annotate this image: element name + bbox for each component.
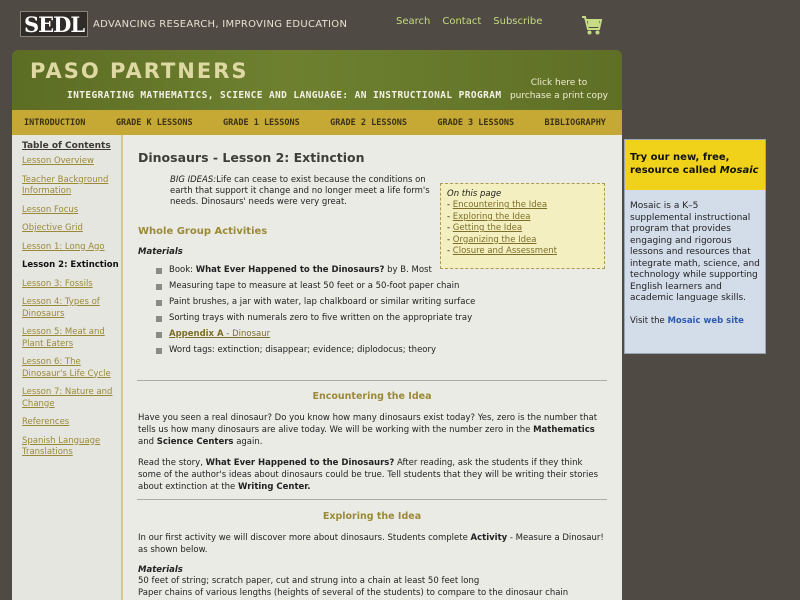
print-link-line2: purchase a print copy — [509, 91, 608, 101]
divider — [137, 380, 607, 381]
promo-visit: Visit the Mosaic web site — [630, 315, 744, 326]
promo-heading: Try our new, free, resource called Mosaic — [625, 140, 765, 190]
exploring-materials-line-2: Paper chains of various lengths (heights of several of the students) to compare to the dinosaur chain — [138, 588, 569, 598]
top-bar — [0, 0, 800, 48]
toc-references[interactable]: References — [22, 417, 70, 427]
top-links — [396, 16, 542, 27]
big-ideas-label: BIG IDEAS: — [170, 175, 217, 185]
big-ideas — [170, 175, 434, 208]
toc-lesson-4[interactable]: Lesson 4: Types of Dinosaurs — [22, 297, 100, 319]
material-item: Sorting trays with numerals zero to five written on the appropriate tray — [155, 313, 485, 325]
whole-group-heading: Whole Group Activities — [138, 226, 268, 237]
exploring-materials-line-1: 50 feet of string; scratch paper, cut and strung into a chain at least 50 feet long — [138, 576, 480, 586]
dinosaur-appendix-link[interactable]: Dinosaur — [232, 329, 271, 339]
material-item: Word tags: extinction; disappear; evidence; diplodocus; theory — [155, 345, 485, 357]
toc-lesson-overview[interactable]: Lesson Overview — [22, 156, 94, 166]
nav-bibliography[interactable]: BIBLIOGRAPHY — [544, 117, 606, 128]
material-item — [155, 329, 485, 341]
banner-subtitle: INTEGRATING MATHEMATICS, SCIENCE AND LANGUAGE: AN INSTRUCTIONAL PROGRAM — [67, 90, 502, 101]
toc-teacher-background[interactable]: Teacher Background Information — [22, 174, 109, 196]
exploring-heading: Exploring the Idea — [322, 511, 422, 522]
shopping-cart-icon[interactable] — [580, 13, 604, 37]
exploring-materials-label: Materials — [138, 565, 183, 575]
link-getting[interactable]: Getting the Idea — [452, 223, 523, 233]
logo-text: SEDL — [24, 11, 85, 37]
exploring-paragraph-1: In our first activity we will discover more about dinosaurs. Students complete Activity - Measure a Dinosaur! as shown below. — [138, 533, 604, 555]
encountering-heading: Encountering the Idea — [312, 391, 432, 402]
print-link-line1: Click here to — [530, 78, 588, 88]
toc-lesson-7[interactable]: Lesson 7: Nature and Change — [22, 387, 113, 409]
nav-grade-1[interactable]: GRADE 1 LESSONS — [223, 117, 300, 128]
toc-lesson-1[interactable]: Lesson 1: Long Ago — [22, 241, 105, 252]
appendix-a-link[interactable]: Appendix A — [169, 329, 224, 339]
table-of-contents — [12, 135, 123, 600]
toc-lesson-focus[interactable]: Lesson Focus — [22, 204, 79, 215]
search-link[interactable]: Search — [396, 16, 431, 27]
toc-objective-grid[interactable]: Objective Grid — [22, 223, 83, 233]
paso-partners-banner — [12, 50, 622, 110]
promo-description: Mosaic is a K–5 supplemental instructional program that provides engaging and rigorous lessons and resources that integrate math, science, and technology while supporting English learners and academic language skills. — [630, 201, 760, 303]
toc-lesson-6[interactable]: Lesson 6: The Dinosaur's Life Cycle — [22, 357, 111, 379]
toc-spanish-translations[interactable]: Spanish Language Translations — [22, 435, 101, 457]
link-encountering[interactable]: Encountering the Idea — [452, 200, 548, 210]
mosaic-web-site-link[interactable]: Mosaic web site — [667, 315, 744, 326]
link-closure[interactable]: Closure and Assessment — [452, 246, 558, 256]
toc-title: Table of Contents — [22, 141, 111, 151]
mosaic-promo — [624, 139, 766, 354]
material-item: Book: What Ever Happened to the Dinosaurs? by B. Most — [155, 265, 485, 277]
lesson-content — [137, 135, 612, 600]
materials-list — [155, 265, 485, 361]
materials-label: Materials — [138, 247, 183, 257]
book-title: What Ever Happened to the Dinosaurs? — [195, 265, 385, 275]
on-this-page-box: On this page - Encountering the Idea - Exploring the Idea - Getting the Idea - Organizing the Idea - Closure and Assessment — [440, 183, 605, 269]
material-item: Paint brushes, a jar with water, lap chalkboard or similar writing surface — [155, 297, 485, 309]
main-panel — [12, 135, 622, 600]
nav-introduction[interactable]: INTRODUCTION — [24, 117, 86, 128]
promo-mosaic-name: Mosaic — [719, 164, 759, 176]
banner-title: PASO PARTNERS — [30, 59, 249, 83]
toc-lesson-5[interactable]: Lesson 5: Meat and Plant Eaters — [22, 327, 105, 349]
divider — [137, 499, 607, 500]
on-this-page-title: On this page — [447, 189, 502, 199]
purchase-print-copy-link[interactable] — [510, 77, 608, 103]
nav-grade-k[interactable]: GRADE K LESSONS — [115, 117, 193, 128]
toc-lesson-3[interactable]: Lesson 3: Fossils — [22, 278, 93, 289]
page-title: Dinosaurs - Lesson 2: Extinction — [138, 150, 365, 165]
subscribe-link[interactable]: Subscribe — [493, 16, 543, 27]
material-item: Measuring tape to measure at least 50 feet or a 50-foot paper chain — [155, 281, 485, 293]
big-ideas-text: Life can cease to exist because the conditions on earth that support it change and no longer meet a life form's needs. Dinosaurs' needs were very great. — [170, 175, 430, 207]
nav-grade-2[interactable]: GRADE 2 LESSONS — [330, 117, 407, 128]
appendix-separator: - — [223, 329, 233, 339]
encountering-paragraph-2: Read the story, What Ever Happened to the Dinosaurs? After reading, ask the students if they think some of the author's ideas about dinosaurs could be true. Tell students that they will be writing their stories about extinction at the Writing Center. — [138, 458, 599, 492]
contact-link[interactable]: Contact — [442, 16, 482, 27]
toc-lesson-2-current: Lesson 2: Extinction — [22, 260, 119, 270]
main-nav — [12, 110, 622, 135]
encountering-paragraph-1: Have you seen a real dinosaur? Do you know how many dinosaurs exist today? Yes, zero is the number that tells us how many dinosaurs are alive today. We will be working with the number zero in the Mathematics and Science Centers again. — [138, 413, 598, 447]
sedl-logo[interactable] — [20, 11, 88, 37]
link-organizing[interactable]: Organizing the Idea — [452, 234, 537, 245]
nav-grade-3[interactable]: GRADE 3 LESSONS — [437, 117, 515, 128]
link-exploring[interactable]: Exploring the Idea — [452, 211, 531, 222]
tagline: ADVANCING RESEARCH, IMPROVING EDUCATION — [93, 19, 348, 30]
